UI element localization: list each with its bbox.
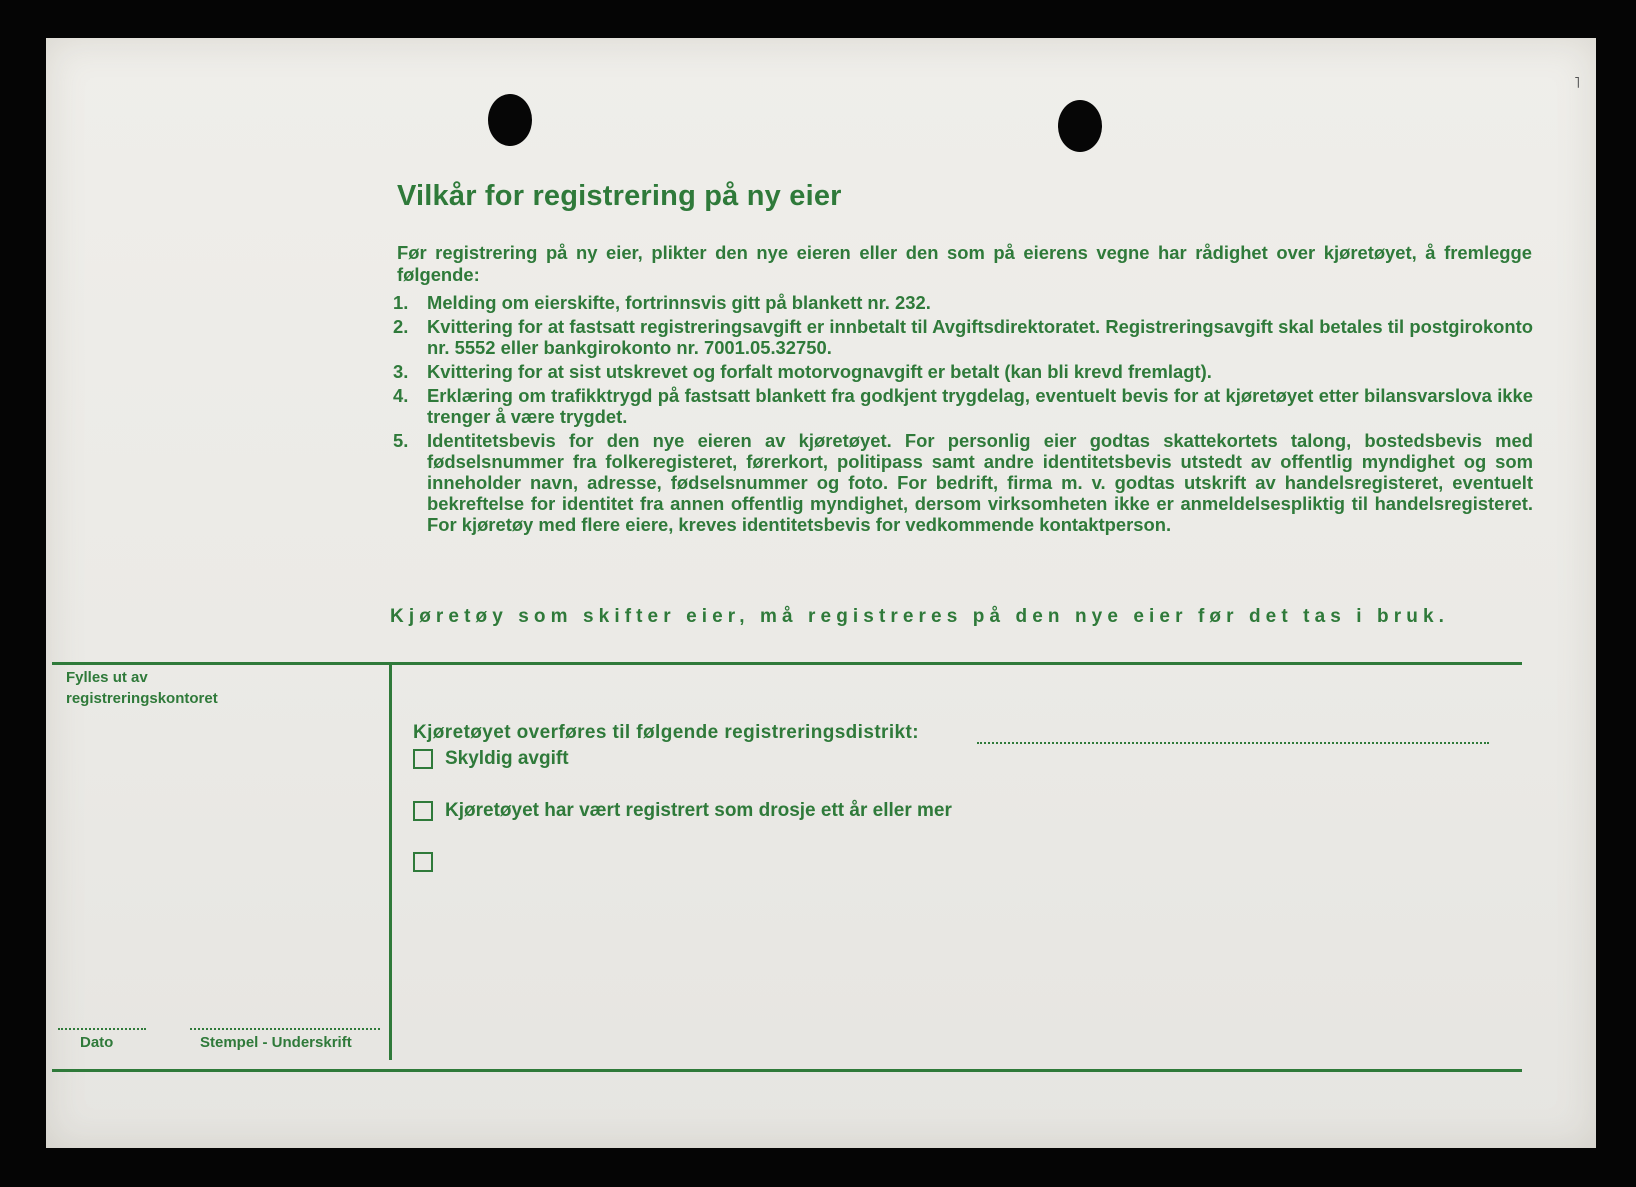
condition-number: 5. [393,430,409,451]
office-label [66,667,218,709]
checkbox-overdue-fee[interactable] [413,749,433,769]
condition-text: Kvittering for at sist utskrevet og forfalt motorvognavgift er betalt (kan bli krevd fremlagt). [427,361,1212,382]
condition-text: Melding om eierskifte, fortrinnsvis gitt på blankett nr. 232. [427,292,931,313]
condition-text: Identitetsbevis for den nye eieren av kjøretøyet. For personlig eier godtas skattekortets talong, bostedsbevis med fødselsnummer fra folkeregisteret, førerkort, politipass samt andre identitetsbevis utstedt av offentlig myndighet og som inneholder navn, adresse, fødselsnummer og foto. For bedrift, firma m. v. godtas utskrift av handelsregisteret, eventuelt bekreftelse for identitet fra annen offentlig myndighet, dersom virksomheten ikke er anmeldelsespliktig til handelsregisteret. For kjøretøy med flere eiere, kreves identitetsbevis for vedkommende kontaktperson. [427,430,1533,535]
date-field[interactable] [58,1028,146,1030]
checkbox-label: Skyldig avgift [445,748,569,769]
transfer-district-label: Kjøretøyet overføres til følgende registreringsdistrikt: [413,722,919,743]
punch-hole-left [488,94,532,146]
condition-number: 3. [393,361,409,382]
condition-item [393,361,1533,382]
office-label-line1: Fylles ut av [66,669,148,686]
stamp-signature-label: Stempel - Underskrift [200,1034,352,1051]
office-box-bottom-border [52,1069,1522,1072]
office-box-divider [389,664,392,1060]
conditions-list [393,292,1533,538]
condition-number: 1. [393,292,409,313]
intro-text: Før registrering på ny eier, plikter den nye eieren eller den som på eierens vegne har rådighet over kjøretøyet, å fremlegge følgende: [397,242,1532,285]
condition-item [393,316,1533,358]
office-label-line2: registreringskontoret [66,690,218,707]
condition-number: 4. [393,385,409,406]
form-title: Vilkår for registrering på ny eier [397,180,842,212]
checkbox-row-taxi[interactable] [413,800,952,822]
condition-number: 2. [393,316,409,337]
office-box-top-border [52,662,1522,665]
checkbox-blank[interactable] [413,852,433,872]
checkbox-taxi[interactable] [413,801,433,821]
condition-text: Kvittering for at fastsatt registreringsavgift er innbetalt til Avgiftsdirektoratet. Registreringsavgift skal betales til postgirokonto nr. 5552 eller bankgirokonto nr. 7001.05.32750. [427,316,1533,358]
condition-item [393,385,1533,427]
checkbox-row-overdue-fee[interactable] [413,748,569,770]
condition-item [393,292,1533,313]
checkbox-row-blank[interactable] [413,852,445,872]
date-label: Dato [80,1034,114,1051]
checkbox-label: Kjøretøyet har vært registrert som drosje ett år eller mer [445,800,952,821]
punch-hole-right [1058,100,1102,152]
registration-notice: Kjøretøy som skifter eier, må registreres på den nye eier før det tas i bruk. [390,606,1450,627]
transfer-district-field[interactable] [977,742,1489,744]
corner-mark: ˥ [1574,75,1581,92]
condition-text: Erklæring om trafikktrygd på fastsatt blankett fra godkjent trygdelag, eventuelt bevis for at kjøretøyet etter bilansvarslova ikke trenger å være trygdet. [427,385,1533,427]
condition-item [393,430,1533,535]
stamp-signature-field[interactable] [190,1028,380,1030]
